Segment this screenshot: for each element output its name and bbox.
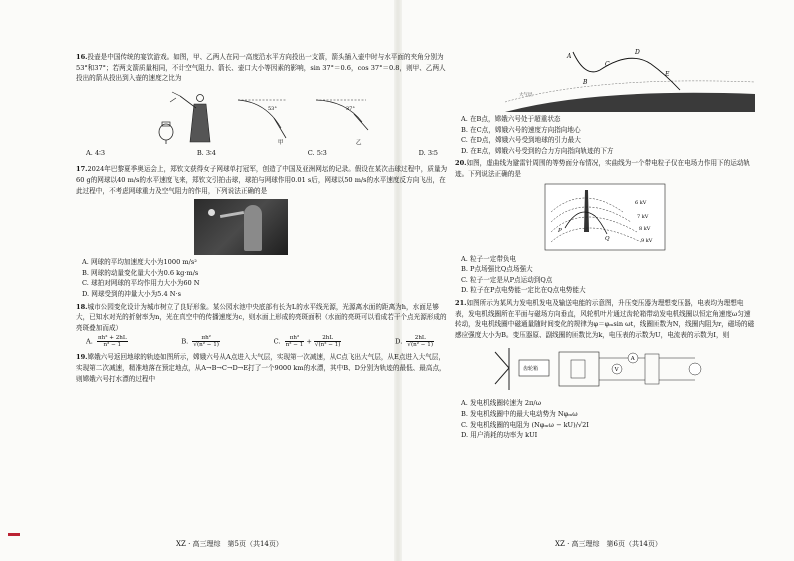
point-q-label: Q xyxy=(605,235,610,242)
question-number: 20. xyxy=(455,159,467,168)
angle-label-37: 37° xyxy=(346,105,355,112)
equipotential-diagram xyxy=(455,182,755,252)
level-8kv: 8 kV xyxy=(639,225,651,232)
atmosphere-label: 大气层 xyxy=(519,93,533,98)
ball-icon xyxy=(208,209,215,216)
question-21 xyxy=(455,298,755,340)
option-b[interactable]: B. 3∶4 xyxy=(196,148,216,157)
question-number: 17. xyxy=(76,165,88,174)
option-c[interactable]: C. 5∶3 xyxy=(307,148,327,157)
generator-circuit-diagram xyxy=(455,342,755,396)
point-p-label: P xyxy=(558,227,562,234)
numerator: 2hL xyxy=(314,335,342,342)
point-b-label: B xyxy=(583,79,588,86)
ammeter-label: A xyxy=(630,356,635,363)
label-jia: 甲 xyxy=(278,139,284,146)
option-a[interactable]: A. 粒子一定带负电 xyxy=(461,254,517,263)
q18-options xyxy=(86,335,436,348)
player-silhouette xyxy=(244,205,262,251)
q16-options xyxy=(86,148,438,159)
point-d-label: D xyxy=(635,49,640,56)
option-label: D. 用户消耗的功率为 xyxy=(461,431,523,440)
edge-mark xyxy=(8,533,20,536)
option-value: Nφₘω xyxy=(557,409,578,418)
option-label: B. 发电机线圈中的最大电动势为 xyxy=(461,409,556,418)
option-b[interactable] xyxy=(181,335,222,348)
option-d[interactable]: D. 网球受到的冲量大小为5.4 N·s xyxy=(82,289,182,298)
numerator: πh² + 2hL xyxy=(97,335,127,342)
tennis-player-photo xyxy=(194,199,288,255)
generator-box xyxy=(559,352,599,386)
gearbox-label: 齿轮箱 xyxy=(523,366,539,373)
option-label: A. 发电机线圈转速为 xyxy=(461,399,523,408)
level-7kv: 7 kV xyxy=(637,213,649,220)
question-16 xyxy=(76,52,448,84)
wind-turbine-icon xyxy=(495,348,509,390)
q17-photo xyxy=(76,199,448,255)
option-value: 2π/ω xyxy=(524,399,541,408)
option-d[interactable] xyxy=(395,335,436,348)
numerator: 2hL xyxy=(406,335,434,342)
option-d[interactable]: D. 粒子在P点电势能一定比在Q点电势能大 xyxy=(461,286,586,295)
fraction xyxy=(314,335,342,348)
q17-options xyxy=(76,257,448,299)
option-b[interactable] xyxy=(461,409,755,420)
fraction xyxy=(406,335,434,348)
option-a[interactable]: A. 网球的平均加速度大小为1000 m/s² xyxy=(82,258,197,267)
option-a[interactable] xyxy=(461,398,755,409)
option-b[interactable]: B. P点场强比Q点场强大 xyxy=(461,265,533,274)
option-label: C. xyxy=(273,337,281,346)
denominator: n² − 1 xyxy=(103,342,122,349)
label-yi: 乙 xyxy=(356,139,362,146)
numerator: πh² xyxy=(192,335,220,342)
question-number: 18. xyxy=(76,302,88,311)
q20-figure xyxy=(455,182,755,252)
q21-options xyxy=(455,398,755,440)
option-value: (Nφₘω − kU)/√2I xyxy=(531,420,589,429)
option-b[interactable]: B. 网球的动量变化量大小为0.6 kg·m/s xyxy=(82,268,199,277)
option-a[interactable]: A. 在B点，嫦娥六号处于超重状态 xyxy=(461,115,561,123)
option-c[interactable]: C. 在D点，嫦娥六号受到地球的引力最大 xyxy=(461,136,581,145)
page-footer-right: XZ · 高三理综 第6页（共14页） xyxy=(555,540,662,548)
trajectory-path xyxy=(573,52,680,90)
question-text: 城市公园变化设计为城市树立了良好形象。某公园水池中央底部有长为L的水平线光源，光源离水面的距离为h，水面足够大，已知水对光的折射率为n，光在真空中的传播速度为c，则水面上形成的亮斑面积（水面的亮斑可以看成若干个点光源形成的亮斑叠加而成） xyxy=(76,302,447,332)
question-19 xyxy=(76,352,448,384)
question-number: 16. xyxy=(76,53,88,61)
pitch-pot-diagram xyxy=(76,88,376,146)
question-17 xyxy=(76,164,448,196)
question-text: 如图，虚曲线为避雷针周围的等势面分布情况，实曲线为一个带电粒子仅在电场力作用下的运动轨迹。下列说法正确的是 xyxy=(455,159,751,178)
option-d[interactable]: D. 在E点，嫦娥六号受到的合力方向指向轨迹的下方 xyxy=(461,146,614,155)
option-c[interactable]: C. $\frac{\text{πh²}}{\text{n² − 1}}$ + $\frac{2hL}{\text{√(n² − 1)}}$ xyxy=(273,335,341,349)
q21-figure xyxy=(455,342,755,396)
q19-options xyxy=(455,114,755,156)
q20-options xyxy=(455,254,755,296)
point-a-label: A xyxy=(567,53,572,60)
transformer-icon xyxy=(645,354,659,384)
page-footer-left: XZ · 高三理综 第5页（共14页） xyxy=(176,540,283,548)
option-label: A. xyxy=(86,337,93,346)
question-18 xyxy=(76,302,448,334)
question-text: 投壶是中国传统的宴饮游戏。如图，甲、乙两人在同一高度沿水平方向投出一支箭，箭头插入壶中时与水平面的夹角分别为53°和37°；若两支箭质量相同，不计空气阻力、箭长、壶口大小等因素的影响，sin 37°＝0.6，cos 37°＝0.8，则甲、乙两人投出的箭从投出到入壶的速度之比为 xyxy=(76,53,446,83)
fraction xyxy=(285,335,305,348)
voltmeter-label: V xyxy=(614,367,619,374)
option-c[interactable]: C. 粒子一定是从P点运动到Q点 xyxy=(461,275,553,284)
option-label: C. 发电机线圈的电阻为 xyxy=(461,420,530,429)
fraction xyxy=(97,335,128,348)
level-9kv: 9 kV xyxy=(641,237,653,244)
question-text: 2024年巴黎夏季奥运会上，郑钦文获得女子网球单打冠军，创造了中国及亚洲网坛的记录。假设在某次击球过程中，质量为60 g的网球以40 m/s的水平速度飞来，郑钦文引拍击球，球拍与网球作用0.01 s后，网球以50 m/s的水平速度反方向飞出，在此过程中，不考虑网球重力及空气阻力的作用，下列说法正确的是 xyxy=(76,165,448,195)
option-value: kUI xyxy=(525,431,538,440)
denominator: n² − 1 xyxy=(285,342,304,349)
figure-arrow-diagram xyxy=(238,100,368,146)
trajectory-diagram xyxy=(455,48,755,112)
figure-person xyxy=(159,92,210,144)
racket-icon xyxy=(220,211,244,218)
question-text: 嫦娥六号返回地球的轨迹如图所示，嫦娥六号从A点进入大气层，实现第一次减速，从C点飞出大气层，从E点进入大气层，实现第二次减速，精准地落在预定地点，从A→B→C→D→E打了一个9000 km的水漂，其中B、D分别为轨迹的最低、最高点，则嫦娥六号打水漂的过程中 xyxy=(76,353,446,383)
option-c[interactable] xyxy=(461,420,755,431)
option-c[interactable]: C. 球拍对网球的平均作用力大小为60 N xyxy=(82,279,200,288)
question-number: 19. xyxy=(76,353,88,362)
question-number: 21. xyxy=(455,298,467,307)
right-page xyxy=(455,8,755,553)
denominator: √(n² − 1) xyxy=(407,342,433,349)
left-page xyxy=(76,8,448,553)
denominator: √(n² − 1) xyxy=(193,342,219,349)
question-20 xyxy=(455,158,755,179)
option-d[interactable]: D. 3∶5 xyxy=(418,148,438,157)
earth-surface xyxy=(505,93,755,112)
option-label: D. xyxy=(395,337,403,346)
question-text: 如图所示为某风力发电机发电及输送电能的示意图，升压变压器为理想变压器，电表均为理想电表，发电机线圈所在平面与磁场方向垂直，风轮机叶片通过齿轮箱带动发电机线圈以恒定角速度ω匀速转动，发电机线圈中磁通量随时间变化的规律为φ＝φₘsin ωt，线圈匝数为N，线圈内阻为r，磁场的磁感应强度大小为B。变压器原、副线圈的匝数比为k，电压表的示数为U，电流表的示数为I，则 xyxy=(455,298,755,339)
q16-figure xyxy=(76,88,448,146)
user-load-icon xyxy=(689,363,701,375)
fraction xyxy=(192,335,220,348)
point-c-label: C xyxy=(605,61,610,68)
option-b[interactable]: B. 在C点，嫦娥六号的速度方向指向地心 xyxy=(461,125,581,134)
q19-trajectory-figure xyxy=(455,48,755,112)
level-6kv: 6 kV xyxy=(635,199,647,206)
angle-label-53: 53° xyxy=(268,105,277,112)
option-label: B. xyxy=(181,337,189,346)
numerator: πh² xyxy=(285,335,305,342)
denominator: √(n² − 1) xyxy=(314,342,341,349)
option-d[interactable] xyxy=(461,430,755,441)
option-a[interactable]: A. 4∶3 xyxy=(86,148,106,157)
option-a[interactable] xyxy=(86,335,130,348)
point-e-label: E xyxy=(665,71,670,78)
